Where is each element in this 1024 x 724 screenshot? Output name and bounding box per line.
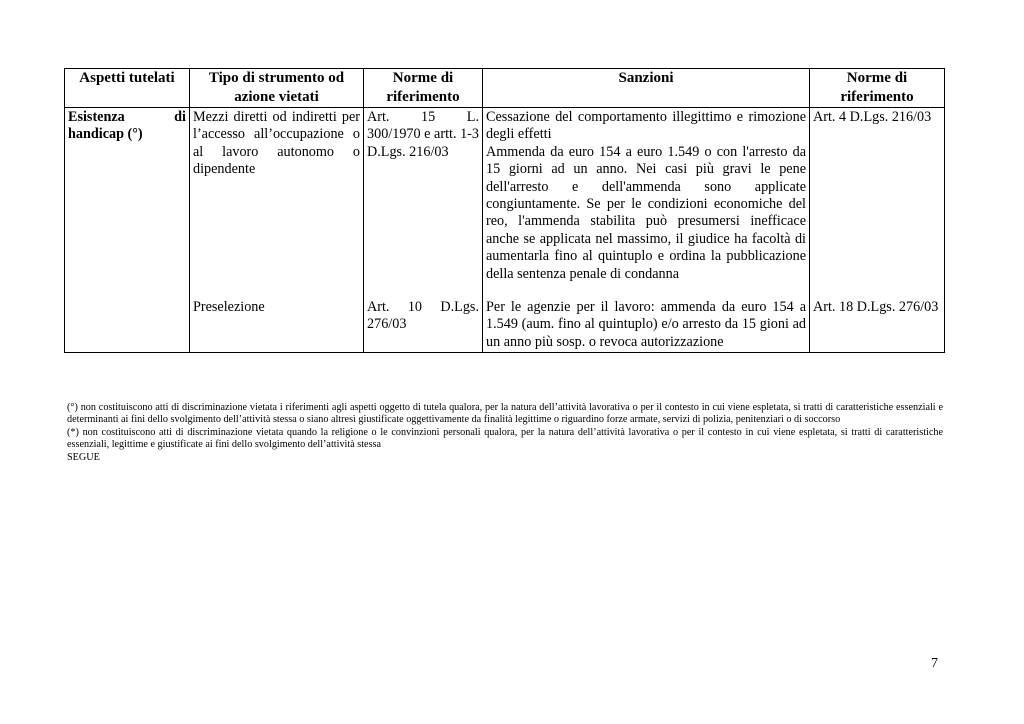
table-header-row <box>65 69 945 108</box>
sanzioni-line-1: Cessazione del comportamento illegittimo e rimozione degli effetti <box>486 109 806 143</box>
cell-norme-1: Art. 10 D.Lgs. 276/03 <box>364 284 483 353</box>
header-aspetti-tutelati: Aspetti tutelati <box>65 69 190 108</box>
table-row <box>65 108 945 285</box>
page-number: 7 <box>931 656 938 671</box>
cell-norme-2: Art. 4 D.Lgs. 216/03 <box>810 108 945 285</box>
header-norme-riferimento-2: Norme di riferimento <box>810 69 945 108</box>
cell-aspetto: Esistenza di handicap (°) <box>65 108 190 285</box>
header-norme-riferimento-1: Norme di riferimento <box>364 69 483 108</box>
header-tipo-strumento: Tipo di strumento od azione vietati <box>190 69 364 108</box>
cell-sanzioni <box>483 108 810 285</box>
footnote-degree: (°) non costituiscono atti di discriminazione vietata i riferimenti agli aspetti oggetto di tutela qualora, per la natura dell’attività lavorativa o per il contesto in cui viene espletata, si tratti di caratteristiche essenziali e determinanti ai fini dello svolgimento dell’attività stessa o siano altresì giustificate oggettivamente da finalità legittime o riguardino forze armate, servizi di polizia, penitenziari o di soccorso <box>67 402 943 426</box>
sanzioni-line-2: Ammenda da euro 154 a euro 1.549 o con l'arresto da 15 giorni ad un anno. Nei casi più gravi le pene dell'arresto e dell'ammenda sono applicate congiuntamente. Se per le condizioni economiche del reo, l'ammenda stabilita può presumersi inefficace anche se applicata nel massimo, il giudice ha facoltà di aumentarla fino al quintuplo e ordina la pubblicazione della sentenza penale di condanna <box>486 143 806 282</box>
header-sanzioni: Sanzioni <box>483 69 810 108</box>
cell-aspetto <box>65 284 190 353</box>
cell-norme-1: Art. 15 L. 300/1970 e artt. 1-3 D.Lgs. 216/03 <box>364 108 483 285</box>
cell-norme-2: Art. 18 D.Lgs. 276/03 <box>810 284 945 353</box>
footnotes <box>67 402 943 464</box>
footnote-asterisk: (*) non costituiscono atti di discriminazione vietata quando la religione o le convinzioni personali qualora, per la natura dell’attività lavorativa o per il contesto in cui viene espletata, si tratti di caratteristiche essenziali, legittime e giustificate ai fini dello svolgimento dell’attività stessa <box>67 426 943 451</box>
table-row <box>65 284 945 353</box>
regulation-table <box>64 68 945 353</box>
cell-tipo: Preselezione <box>190 284 364 353</box>
cell-tipo: Mezzi diretti od indiretti per l’accesso all’occupazione o al lavoro autonomo o dipendente <box>190 108 364 285</box>
cell-sanzioni: Per le agenzie per il lavoro: ammenda da euro 154 a 1.549 (aum. fino al quintuplo) e/o arresto da 15 gioni ad un anno più sosp. o revoca autorizzazione <box>483 284 810 353</box>
continues-label: SEGUE <box>67 451 100 463</box>
